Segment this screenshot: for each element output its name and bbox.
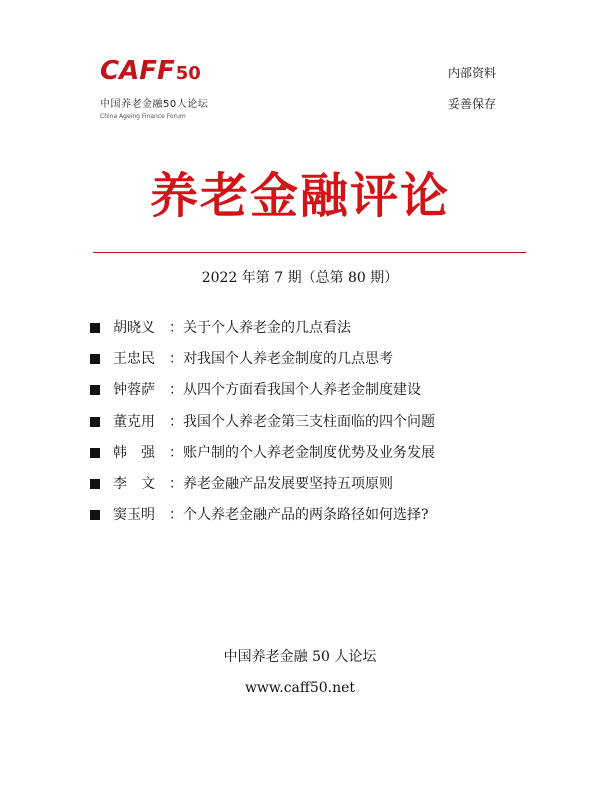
footer-website-link[interactable]: www.caff50.net	[244, 680, 356, 696]
toc-colon: ：	[169, 444, 183, 461]
toc-colon: ：	[169, 413, 183, 430]
table-of-contents	[90, 318, 435, 536]
square-bullet-icon	[90, 417, 100, 427]
square-bullet-icon	[90, 448, 100, 458]
toc-colon: ：	[169, 507, 183, 524]
logo-chinese-name: 中国养老金融50人论坛	[100, 99, 209, 110]
toc-title: 个人养老金融产品的两条路径如何选择?	[183, 507, 429, 524]
toc-author: 胡晓义	[113, 320, 155, 336]
toc-colon: ：	[169, 320, 183, 336]
tag-internal: 内部资料	[448, 66, 497, 80]
toc-item	[90, 412, 435, 443]
toc-author: 李 文	[113, 475, 155, 492]
toc-item	[90, 505, 435, 536]
toc-colon: ：	[169, 382, 183, 399]
footer-organization: 中国养老金融 50 人论坛	[223, 649, 377, 665]
toc-title: 账户制的个人养老金制度优势及业务发展	[183, 444, 435, 461]
toc-item	[90, 380, 435, 411]
square-bullet-icon	[90, 354, 100, 364]
toc-colon: ：	[169, 351, 183, 368]
publication-title: 养老金融评论	[149, 168, 450, 224]
logo-mark	[100, 56, 230, 89]
caff50-logo	[100, 56, 230, 120]
tag-keep: 妥善保存	[448, 97, 497, 111]
logo-english-name: China Ageing Finance Forum	[100, 113, 186, 120]
square-bullet-icon	[90, 385, 100, 395]
toc-item	[90, 349, 435, 380]
toc-author: 韩 强	[113, 444, 155, 461]
toc-author: 王忠民	[113, 351, 155, 368]
logo-mark-text: CAFF	[100, 56, 175, 86]
toc-title: 对我国个人养老金制度的几点思考	[183, 351, 393, 368]
toc-item	[90, 443, 435, 474]
logo-mark-number: 50	[175, 63, 201, 84]
toc-title: 关于个人养老金的几点看法	[183, 320, 351, 336]
square-bullet-icon	[90, 479, 100, 489]
toc-colon: ：	[169, 475, 183, 492]
toc-author: 董克用	[113, 413, 155, 430]
toc-item	[90, 474, 435, 505]
toc-title: 养老金融产品发展要坚持五项原则	[183, 475, 393, 492]
issue-number: 2022 年第 7 期（总第 80 期）	[201, 270, 399, 286]
toc-author: 钟蓉萨	[113, 382, 155, 399]
toc-item	[90, 318, 435, 349]
square-bullet-icon	[90, 323, 100, 333]
classification-tags	[448, 66, 496, 128]
title-divider	[93, 252, 526, 253]
square-bullet-icon	[90, 510, 100, 520]
toc-title: 从四个方面看我国个人养老金制度建设	[183, 382, 421, 399]
toc-author: 窦玉明	[113, 507, 155, 524]
toc-title: 我国个人养老金第三支柱面临的四个问题	[183, 413, 435, 430]
